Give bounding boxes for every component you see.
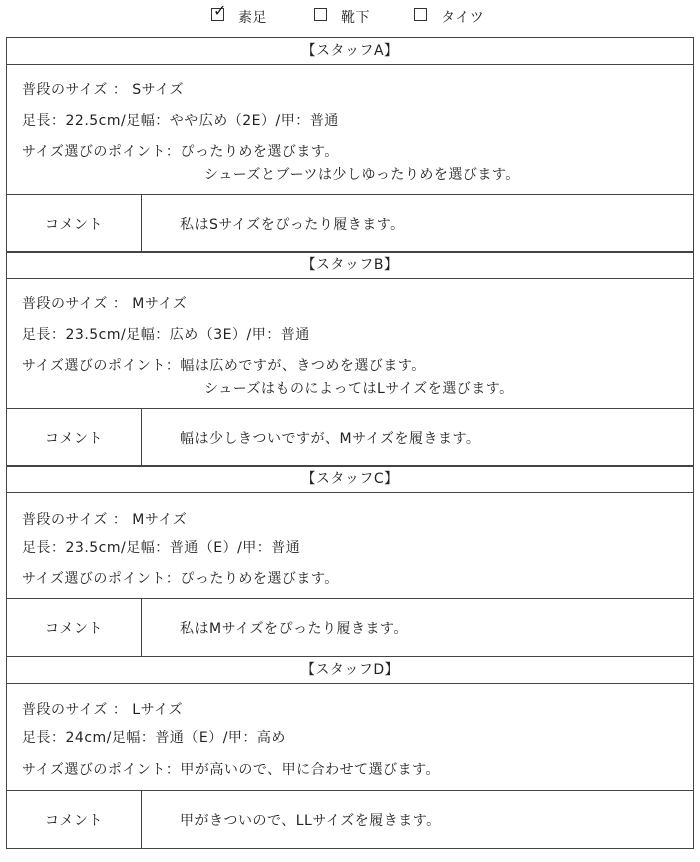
staff-info <box>7 684 693 791</box>
legend-label: 靴下 <box>341 10 370 26</box>
staff-header: 【スタッフA】 <box>7 38 693 65</box>
comment-text: 甲がきついので、LLサイズを履きます。 <box>180 812 441 829</box>
foot-measurements: 足長：23.5cm/足幅：広め（3E）/甲：普通 <box>22 327 310 343</box>
size-point-extra: シューズとブーツは少しゆったりめを選びます。 <box>204 167 520 183</box>
size-point: サイズ選びのポイント：ぴったりめを選びます。 <box>22 144 339 160</box>
size-point: サイズ選びのポイント：ぴったりめを選びます。 <box>22 571 339 587</box>
comment-text: 私はSサイズをぴったり履きます。 <box>180 216 405 233</box>
foot-measurements: 足長：24cm/足幅：普通（E）/甲：高め <box>22 730 286 746</box>
usual-size: 普段のサイズ ： Mサイズ <box>22 296 188 312</box>
staff-header: 【スタッフD】 <box>7 657 693 684</box>
staff-header: 【スタッフC】 <box>7 466 693 493</box>
staff-info <box>7 279 693 409</box>
comment-label: コメント <box>7 409 142 466</box>
check-icon: ✓ <box>213 1 227 20</box>
usual-size: 普段のサイズ ： Lサイズ <box>22 702 183 718</box>
usual-size: 普段のサイズ ： Mサイズ <box>22 512 188 528</box>
legend-label: 素足 <box>238 10 267 26</box>
checkbox-unchecked[interactable] <box>414 8 427 21</box>
staff-info <box>7 493 693 599</box>
comment-label: コメント <box>7 599 142 656</box>
checkbox-checked[interactable] <box>211 1 227 21</box>
comment-row <box>7 791 693 848</box>
size-point: サイズ選びのポイント：甲が高いので、甲に合わせて選びます。 <box>22 762 440 778</box>
size-point-extra: シューズはものによってはLサイズを選びます。 <box>204 381 514 397</box>
comment-label: コメント <box>7 791 142 848</box>
staff-section-d <box>6 656 694 849</box>
comment-label: コメント <box>7 195 142 252</box>
foot-measurements: 足長：22.5cm/足幅：やや広め（2E）/甲：普通 <box>22 113 339 129</box>
staff-section-c <box>6 465 694 657</box>
checkbox-unchecked[interactable] <box>314 8 327 21</box>
comment-row <box>7 409 693 466</box>
staff-header: 【スタッフB】 <box>7 252 693 279</box>
legend-label: タイツ <box>441 10 485 26</box>
usual-size: 普段のサイズ ： Sサイズ <box>22 82 185 98</box>
foot-measurements: 足長：23.5cm/足幅：普通（E）/甲：普通 <box>22 540 301 556</box>
comment-text: 幅は少しきついですが、Mサイズを履きます。 <box>180 430 481 447</box>
comment-row <box>7 195 693 252</box>
staff-section-b <box>6 251 694 467</box>
size-point: サイズ選びのポイント：幅は広めですが、きつめを選びます。 <box>22 358 426 374</box>
legend <box>0 0 700 34</box>
staff-section-a <box>6 37 694 253</box>
staff-info <box>7 65 693 195</box>
comment-text: 私はMサイズをぴったり履きます。 <box>180 620 408 637</box>
comment-row <box>7 599 693 656</box>
